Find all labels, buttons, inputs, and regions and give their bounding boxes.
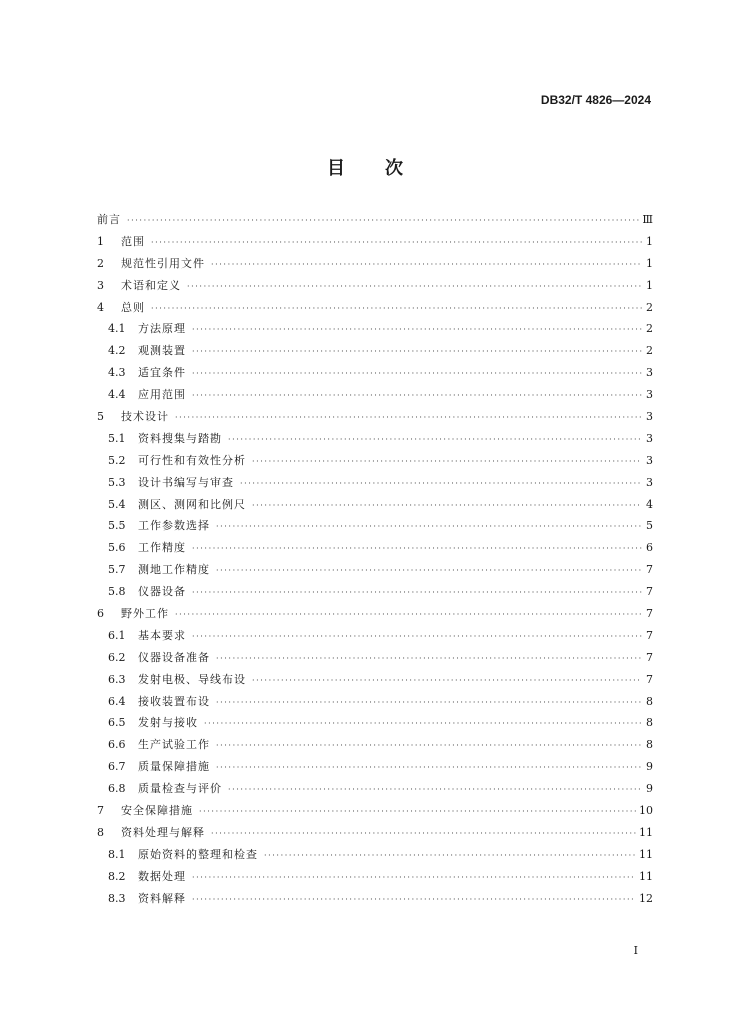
toc-entry[interactable] xyxy=(97,364,653,386)
dot-leader xyxy=(192,369,642,378)
toc-entry[interactable] xyxy=(97,255,653,277)
toc-entry-label: 资料解释 xyxy=(138,891,186,905)
toc-entry[interactable] xyxy=(97,517,653,539)
toc-entry-page: 8 xyxy=(646,716,653,730)
page-number: I xyxy=(633,944,638,957)
toc-entry-page: Ⅲ xyxy=(642,213,653,226)
dot-leader xyxy=(151,238,642,247)
toc-entry-page: 9 xyxy=(646,782,653,796)
toc-entry-label: 发射与接收 xyxy=(138,716,198,730)
toc-entry[interactable] xyxy=(97,736,653,758)
dot-leader xyxy=(211,260,642,269)
toc-entry-number: 2 xyxy=(97,256,104,270)
dot-leader xyxy=(192,873,636,882)
toc-entry[interactable] xyxy=(97,758,653,780)
toc-entry-label: 测区、测网和比例尺 xyxy=(138,497,246,511)
dot-leader xyxy=(216,698,642,707)
toc-entry-page: 3 xyxy=(646,475,653,489)
toc-entry-page: 1 xyxy=(646,278,653,292)
dot-leader xyxy=(192,544,642,553)
toc-entry[interactable] xyxy=(97,890,653,912)
toc-entry-label: 基本要求 xyxy=(138,628,186,642)
toc-entry-number: 8.2 xyxy=(108,869,126,883)
toc-entry-label: 资料处理与解释 xyxy=(121,825,205,839)
toc-title-char-1: 目 xyxy=(327,158,345,179)
toc-entry-number: 6 xyxy=(97,607,104,621)
toc-entry-number: 6.2 xyxy=(108,650,126,664)
toc-entry-page: 7 xyxy=(646,563,653,577)
toc-entry[interactable] xyxy=(97,605,653,627)
toc-entry[interactable] xyxy=(97,408,653,430)
toc-entry-label: 仪器设备准备 xyxy=(138,650,210,664)
toc-entry-label: 应用范围 xyxy=(138,388,186,402)
toc-entry[interactable] xyxy=(97,430,653,452)
dot-leader xyxy=(192,391,642,400)
dot-leader xyxy=(187,282,642,291)
dot-leader xyxy=(216,522,642,531)
toc-entry-page: 2 xyxy=(646,300,653,314)
toc-entry-page: 1 xyxy=(646,234,653,248)
toc-entry-label: 数据处理 xyxy=(138,869,186,883)
toc-entry[interactable] xyxy=(97,649,653,671)
toc-entry-page: 11 xyxy=(639,869,653,883)
toc-entry-number: 6.1 xyxy=(108,628,126,642)
dot-leader xyxy=(216,654,642,663)
toc-entry-label: 资料搜集与踏勘 xyxy=(138,431,222,445)
toc-entry-number: 3 xyxy=(97,278,104,292)
toc-entry[interactable] xyxy=(97,452,653,474)
dot-leader xyxy=(252,457,642,466)
toc-entry-label: 生产试验工作 xyxy=(138,738,210,752)
toc-entry-page: 7 xyxy=(646,585,653,599)
toc-entry-label: 接收装置布设 xyxy=(138,694,210,708)
toc-entry-page: 10 xyxy=(639,804,653,818)
toc-entry-page: 3 xyxy=(646,431,653,445)
toc-entry-label: 测地工作精度 xyxy=(138,563,210,577)
toc-entry-page: 3 xyxy=(646,366,653,380)
toc-entry-page: 3 xyxy=(646,453,653,467)
dot-leader xyxy=(199,807,636,816)
toc-entry-label: 设计书编写与审查 xyxy=(138,475,234,489)
table-of-contents xyxy=(97,211,653,912)
dot-leader xyxy=(192,895,636,904)
dot-leader xyxy=(252,501,642,510)
toc-entry[interactable] xyxy=(97,320,653,342)
toc-entry-number: 5 xyxy=(97,410,104,424)
toc-entry-number: 6.7 xyxy=(108,760,126,774)
toc-entry-number: 6.6 xyxy=(108,738,126,752)
toc-entry-label: 技术设计 xyxy=(121,410,169,424)
toc-entry-label: 原始资料的整理和检查 xyxy=(138,847,258,861)
toc-entry-label: 术语和定义 xyxy=(121,278,181,292)
toc-entry[interactable] xyxy=(97,233,653,255)
toc-entry-number: 5.7 xyxy=(108,563,126,577)
toc-entry-page: 9 xyxy=(646,760,653,774)
toc-entry-number: 4.1 xyxy=(108,322,126,336)
toc-entry-label: 前言 xyxy=(97,213,121,226)
toc-entry-page: 5 xyxy=(646,519,653,533)
toc-entry-number: 4.2 xyxy=(108,344,126,358)
dot-leader xyxy=(175,610,642,619)
dot-leader xyxy=(192,588,642,597)
toc-entry-page: 11 xyxy=(639,847,653,861)
toc-entry[interactable] xyxy=(97,846,653,868)
toc-entry[interactable] xyxy=(97,299,653,321)
toc-entry-page: 3 xyxy=(646,410,653,424)
toc-entry-number: 8.1 xyxy=(108,847,126,861)
toc-entry[interactable] xyxy=(97,693,653,715)
toc-entry-number: 4 xyxy=(97,300,104,314)
toc-entry-number: 6.4 xyxy=(108,694,126,708)
toc-entry-page: 7 xyxy=(646,672,653,686)
toc-entry[interactable] xyxy=(97,386,653,408)
toc-entry-label: 范围 xyxy=(121,234,145,248)
toc-entry-page: 2 xyxy=(646,344,653,358)
toc-entry[interactable] xyxy=(97,561,653,583)
toc-entry-page: 7 xyxy=(646,650,653,664)
toc-entry-number: 6.8 xyxy=(108,782,126,796)
dot-leader xyxy=(216,741,642,750)
toc-entry[interactable] xyxy=(97,583,653,605)
toc-entry-number: 4.3 xyxy=(108,366,126,380)
toc-entry-label: 工作精度 xyxy=(138,541,186,555)
toc-entry[interactable] xyxy=(97,671,653,693)
toc-entry-page: 4 xyxy=(646,497,653,511)
dot-leader xyxy=(192,632,642,641)
dot-leader xyxy=(204,719,642,728)
toc-entry[interactable] xyxy=(97,627,653,649)
toc-entry-label: 质量检查与评价 xyxy=(138,782,222,796)
toc-entry[interactable] xyxy=(97,714,653,736)
dot-leader xyxy=(228,435,642,444)
toc-entry-number: 4.4 xyxy=(108,388,126,402)
toc-entry-page: 1 xyxy=(646,256,653,270)
standard-code: DB32/T 4826—2024 xyxy=(540,93,651,107)
dot-leader xyxy=(216,763,642,772)
dot-leader xyxy=(211,829,636,838)
dot-leader xyxy=(228,785,642,794)
toc-entry[interactable] xyxy=(97,824,653,846)
toc-entry-number: 8 xyxy=(97,825,104,839)
toc-entry-page: 12 xyxy=(639,891,653,905)
toc-entry-label: 总则 xyxy=(121,300,145,314)
dot-leader xyxy=(127,216,639,225)
toc-entry[interactable] xyxy=(97,539,653,561)
toc-entry-page: 8 xyxy=(646,738,653,752)
dot-leader xyxy=(151,304,642,313)
toc-entry-page: 7 xyxy=(646,628,653,642)
toc-entry[interactable] xyxy=(97,496,653,518)
toc-entry-number: 5.4 xyxy=(108,497,126,511)
toc-entry-page: 2 xyxy=(646,322,653,336)
toc-entry-label: 适宜条件 xyxy=(138,366,186,380)
toc-entry-number: 6.5 xyxy=(108,716,126,730)
toc-entry-number: 1 xyxy=(97,234,104,248)
toc-entry-page: 7 xyxy=(646,607,653,621)
toc-entry-number: 5.6 xyxy=(108,541,126,555)
toc-title-char-2: 次 xyxy=(385,158,403,179)
toc-entry-label: 发射电极、导线布设 xyxy=(138,672,246,686)
toc-entry-page: 8 xyxy=(646,694,653,708)
toc-entry[interactable] xyxy=(97,342,653,364)
toc-entry[interactable] xyxy=(97,780,653,802)
toc-entry-number: 5.5 xyxy=(108,519,126,533)
toc-entry-number: 5.1 xyxy=(108,431,126,445)
toc-entry-number: 6.3 xyxy=(108,672,126,686)
toc-entry-number: 7 xyxy=(97,804,104,818)
toc-entry-label: 可行性和有效性分析 xyxy=(138,453,246,467)
dot-leader xyxy=(216,566,642,575)
dot-leader xyxy=(175,413,642,422)
toc-entry-page: 11 xyxy=(639,825,653,839)
dot-leader xyxy=(192,347,642,356)
toc-entry-number: 8.3 xyxy=(108,891,126,905)
toc-entry-label: 方法原理 xyxy=(138,322,186,336)
toc-entry-label: 规范性引用文件 xyxy=(121,256,205,270)
dot-leader xyxy=(240,479,642,488)
toc-entry-number: 5.3 xyxy=(108,475,126,489)
dot-leader xyxy=(264,851,636,860)
toc-entry[interactable] xyxy=(97,277,653,299)
toc-entry-number: 5.2 xyxy=(108,453,126,467)
toc-entry[interactable] xyxy=(97,474,653,496)
toc-entry-page: 6 xyxy=(646,541,653,555)
toc-entry-number: 5.8 xyxy=(108,585,126,599)
toc-entry[interactable] xyxy=(97,868,653,890)
toc-entry-label: 安全保障措施 xyxy=(121,804,193,818)
toc-entry-label: 野外工作 xyxy=(121,607,169,621)
toc-title xyxy=(0,154,730,180)
toc-entry-label: 质量保障措施 xyxy=(138,760,210,774)
toc-entry-page: 3 xyxy=(646,388,653,402)
toc-entry-label: 观测装置 xyxy=(138,344,186,358)
toc-entry[interactable] xyxy=(97,802,653,824)
dot-leader xyxy=(192,325,642,334)
toc-entry-label: 工作参数选择 xyxy=(138,519,210,533)
toc-entry-label: 仪器设备 xyxy=(138,585,186,599)
dot-leader xyxy=(252,676,642,685)
toc-entry[interactable] xyxy=(97,211,653,233)
